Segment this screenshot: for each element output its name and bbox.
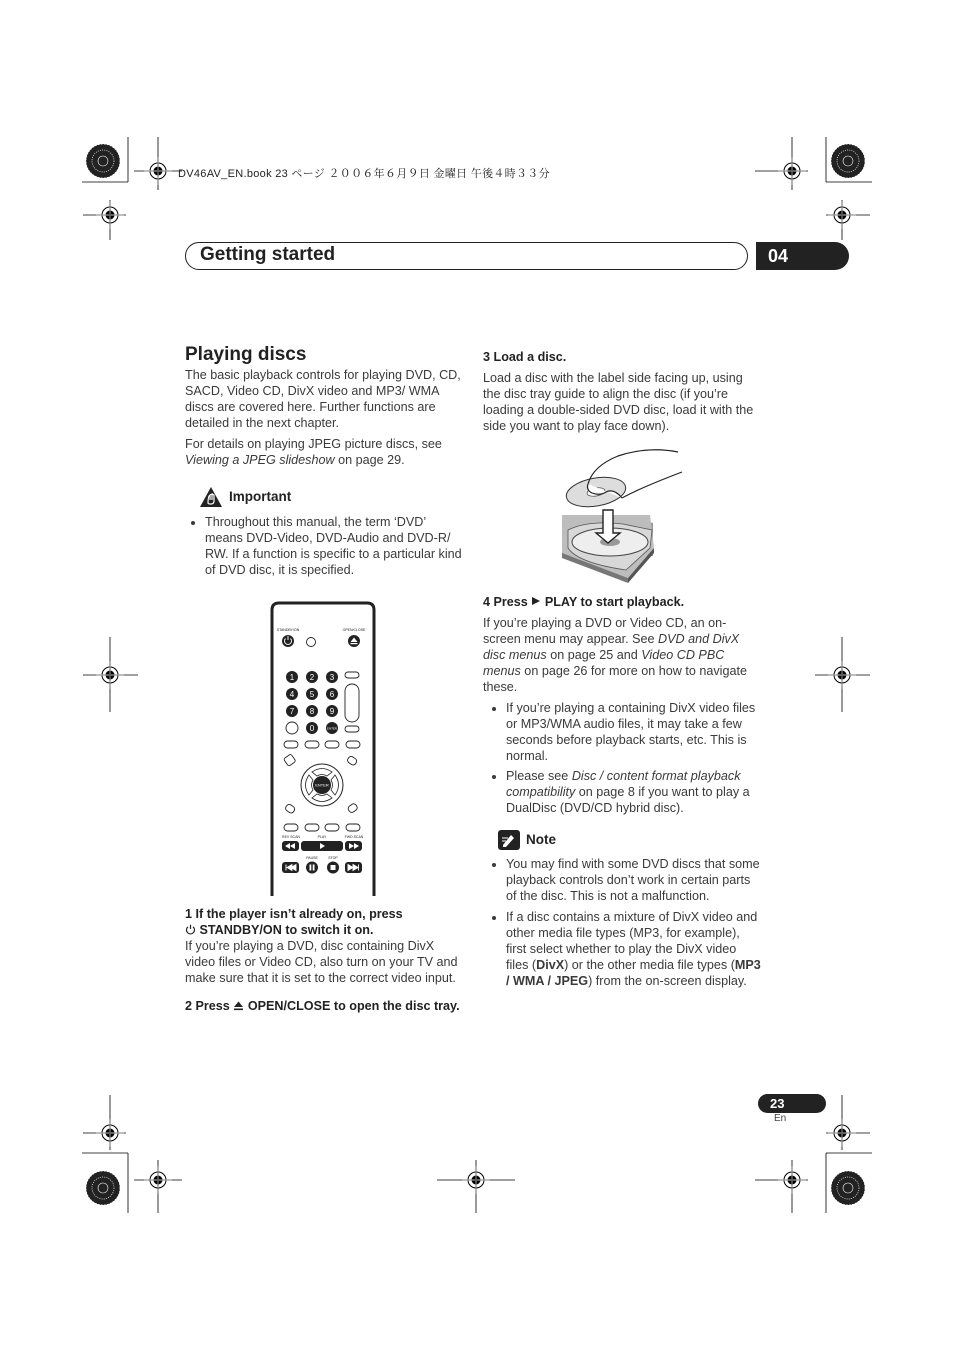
text: 1 If the player isn’t already on, press <box>185 907 403 921</box>
digit-label: 7 <box>289 707 295 716</box>
open-close-button[interactable] <box>348 635 360 647</box>
chapter-title: Getting started <box>200 244 336 265</box>
right-column-top <box>483 349 759 439</box>
step2-heading <box>185 998 463 1014</box>
intro-paragraph: The basic playback controls for playing DVD, CD, SACD, Video CD, DivX video and MP3/ WMA discs are covered here. Further functions are detailed in the next chapter. <box>185 368 461 430</box>
digit-key[interactable] <box>306 688 318 700</box>
text: If you’re playing a DVD or Video CD, an on-screen menu may appear. See <box>483 616 727 646</box>
pill-button[interactable] <box>325 741 339 748</box>
left-column-top <box>185 344 463 583</box>
dvd-menus-link[interactable]: DVD and DivX disc menus <box>483 632 740 662</box>
text: ) from the on-screen display. <box>588 974 747 988</box>
digit-key[interactable] <box>326 705 338 717</box>
text: Please see <box>506 769 572 783</box>
step4-bullets <box>483 700 761 816</box>
eject-icon <box>233 1000 244 1011</box>
text: on page 26 for more on how to navigate these. <box>483 664 747 694</box>
digit-label: 1 <box>289 673 295 682</box>
step1-body: If you’re playing a DVD, disc containing DivX video files or Video CD, also turn on your TV and make sure that it is set to the correct video input. <box>185 939 458 985</box>
enter-button[interactable] <box>313 776 331 794</box>
step1-heading <box>185 906 463 938</box>
media-option: MP3 / WMA / JPEG <box>506 958 761 988</box>
note-label: Note <box>526 832 556 847</box>
language-code: En <box>774 1113 787 1124</box>
text: ) or the other media file types ( <box>564 958 735 972</box>
prev-button[interactable] <box>282 862 299 873</box>
pill-button[interactable] <box>284 824 298 831</box>
pill-button[interactable] <box>305 741 319 748</box>
digit-label: 2 <box>309 673 315 682</box>
pill-button[interactable] <box>284 741 298 748</box>
warning-icon <box>199 486 223 508</box>
pause-label: PAUSE <box>306 856 318 860</box>
play-icon <box>531 596 541 606</box>
note-callout <box>498 830 761 850</box>
step4-heading <box>483 594 761 610</box>
text: on page 25 and <box>546 648 642 662</box>
text: PLAY to start playback. <box>544 595 685 609</box>
text: OPEN/CLOSE to open the disc tray. <box>247 999 460 1013</box>
pause-button[interactable] <box>306 862 318 874</box>
pill-button[interactable] <box>346 741 360 748</box>
volume-rocker[interactable] <box>345 684 359 722</box>
digit-key[interactable] <box>326 688 338 700</box>
digit-key[interactable] <box>286 705 298 717</box>
digit-label: 0 <box>309 724 315 733</box>
blank-key[interactable] <box>286 722 298 734</box>
list-item <box>506 768 761 816</box>
left-column-steps <box>185 906 463 1019</box>
pill-button[interactable] <box>305 824 319 831</box>
remote-control-illustration <box>268 600 378 896</box>
text: For details on playing JPEG picture discs, see <box>185 437 442 451</box>
text: on page 29. <box>334 453 405 467</box>
standby-button[interactable] <box>282 635 294 647</box>
step3-body: Load a disc with the label side facing up, using the disc tray guide to align the disc (if you’re loading a double-sided DVD disc, load it with the side you want to play face down). <box>483 371 754 433</box>
play-label: PLAY <box>317 835 327 839</box>
important-list <box>184 514 463 578</box>
power-icon <box>185 924 196 935</box>
section-heading: Playing discs <box>185 344 307 365</box>
list-item <box>506 909 761 989</box>
text: on page 8 if you want to play a DualDisc (DVD/CD hybrid disc). <box>506 785 750 815</box>
divx-option: DivX <box>536 958 565 972</box>
step3-heading: 3 Load a disc. <box>483 350 567 364</box>
pill-button[interactable] <box>325 824 339 831</box>
enter-label: ENTER <box>315 782 329 788</box>
list-item: • Throughout this manual, the term ‘DVD’ means DVD-Video, DVD-Audio and DVD-R/ RW. If a function is specific to a particular kind of DVD disc, it is specified. <box>205 514 463 578</box>
digit-label: 8 <box>309 707 315 716</box>
digit-label: 3 <box>329 673 335 682</box>
disc-loading-illustration <box>558 438 683 583</box>
pill-button[interactable] <box>345 726 359 732</box>
enter-small-label: ENTER <box>326 726 338 731</box>
text: STANDBY/ON to switch it on. <box>199 923 374 937</box>
list-item: • If you’re playing a containing DivX video files or MP3/WMA audio files, it may take a few seconds before playback starts, etc. This is normal. <box>506 700 761 764</box>
digit-label: 9 <box>329 707 335 716</box>
print-header: DV46AV_EN.book 23 ページ ２００６年６月９日 金曜日 午後４時３３分 <box>178 168 550 180</box>
digit-key[interactable] <box>306 722 318 734</box>
vcd-menus-link[interactable]: Video CD PBC menus <box>483 648 725 678</box>
text: 4 Press <box>483 595 532 609</box>
note-icon <box>498 830 520 850</box>
rev-scan-label: REV SCAN <box>282 835 300 839</box>
right-column-steps <box>483 594 761 994</box>
enter-small-button[interactable] <box>326 722 338 734</box>
digit-label: 6 <box>329 690 335 699</box>
list-item: • You may find with some DVD discs that some playback controls don’t work in certain parts of the disc. This is not a malfunction. <box>506 856 761 904</box>
digit-label: 5 <box>309 690 315 699</box>
jpeg-reference <box>185 436 463 468</box>
pill-button[interactable] <box>346 824 360 831</box>
text: If a disc contains a mixture of DivX video and other media file types (MP3, for example), first select whether to play the DivX video files ( <box>506 910 758 972</box>
digit-key[interactable] <box>306 705 318 717</box>
stop-label: STOP <box>328 856 338 860</box>
important-label: Important <box>229 489 292 504</box>
step4-body <box>483 615 761 695</box>
pill-button[interactable] <box>345 672 359 678</box>
open-close-label: OPEN/CLOSE <box>342 628 366 632</box>
important-callout <box>199 486 463 508</box>
digit-key[interactable] <box>286 671 298 683</box>
fwd-scan-button[interactable] <box>345 841 362 851</box>
page-number: 23 <box>758 1094 826 1113</box>
next-button[interactable] <box>345 862 362 873</box>
digit-key[interactable] <box>286 688 298 700</box>
text: 2 Press <box>185 999 234 1013</box>
digit-key[interactable] <box>306 671 318 683</box>
standby-label: STANDBY/ON <box>276 628 300 632</box>
chapter-number: 04 <box>756 242 849 270</box>
play-button[interactable] <box>301 841 343 851</box>
compat-link[interactable]: Disc / content format playback compatibility <box>506 769 741 799</box>
note-list <box>483 856 761 989</box>
stop-button[interactable] <box>327 862 339 874</box>
rev-scan-button[interactable] <box>282 841 299 851</box>
digit-label: 4 <box>289 690 295 699</box>
digit-key[interactable] <box>326 671 338 683</box>
round-button[interactable] <box>307 638 316 647</box>
fwd-scan-label: FWD SCAN <box>344 835 364 839</box>
jpeg-link[interactable]: Viewing a JPEG slideshow <box>185 453 335 467</box>
